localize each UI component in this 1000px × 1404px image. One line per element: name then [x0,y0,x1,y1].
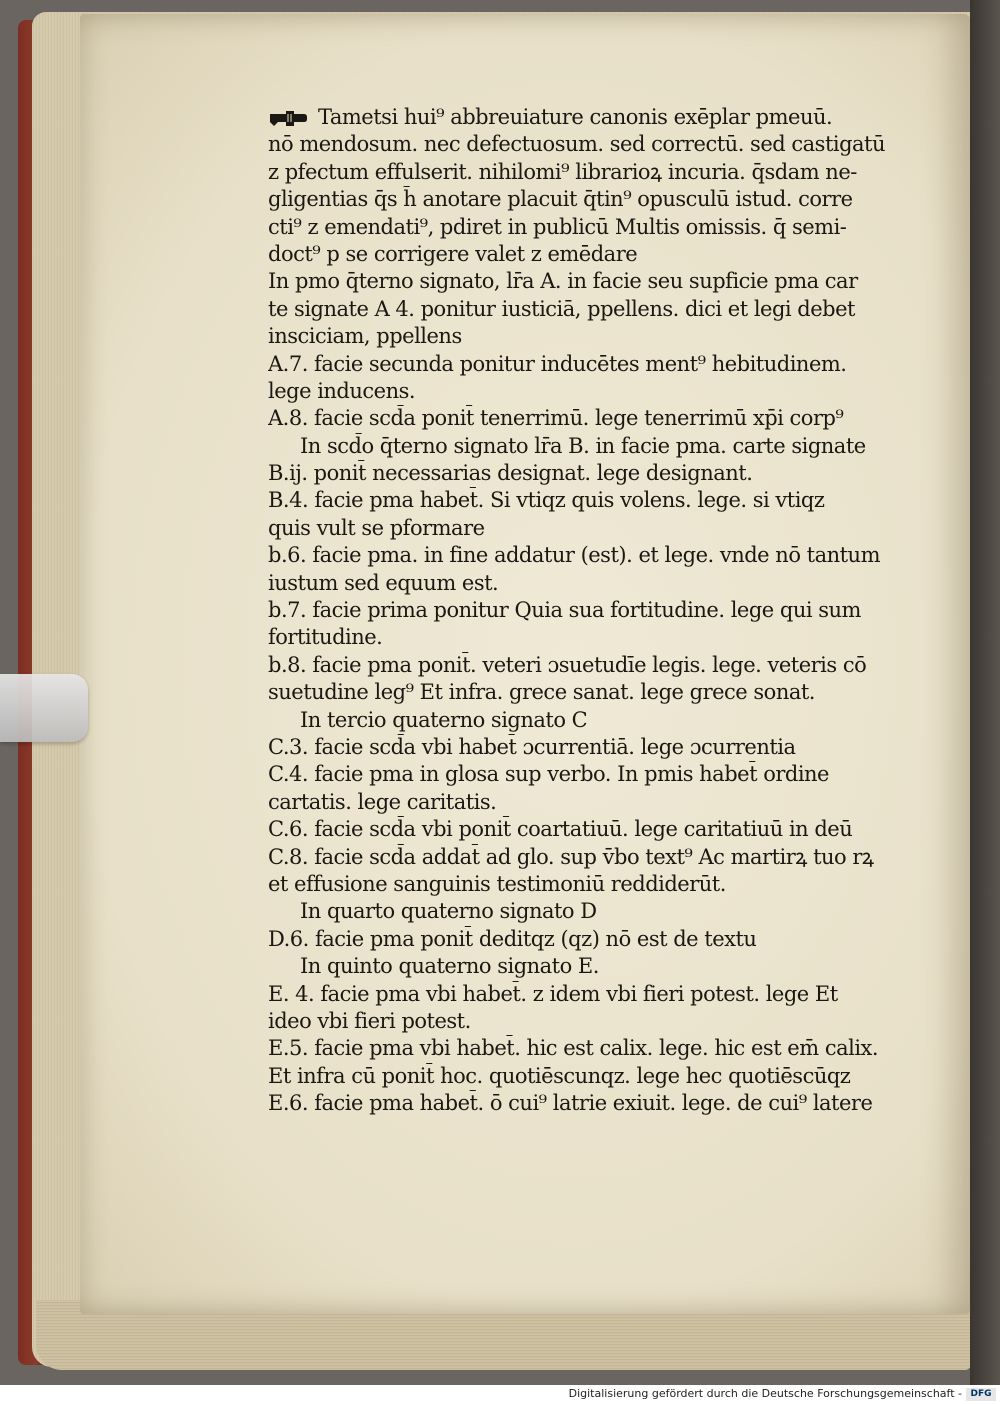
text-line: E. 4. facie pma vbi habet̄. z idem vbi fieri potest. lege Et [268,981,838,1006]
funding-credit: Digitalisierung gefördert durch die Deutsche Forschungsgemeinschaft - [568,1387,962,1400]
text-line: ideo vbi fieri potest. [268,1008,471,1033]
text-line: z pfectum effulserit. nihilomi⁹ librarioꝝ incuria. q̄sdam ne- [268,159,857,184]
document-text [268,104,908,1117]
text-line: D.6. facie pma ponit̄ deditqz (qz) nō est de textu [268,926,757,951]
text-line: In pmo q̄terno signato, lr̄a A. in facie seu supficie pma car [268,269,858,294]
text-line: A.7. facie secunda ponitur inducētes ment⁹ hebitudinem. [268,351,847,376]
text-line: te signate A 4. ponitur iusticiā, ppellens. dici et legi debet [268,296,855,321]
first-line-text: Tametsi hui⁹ abbreuiature canonis exēplar pmeuū. [318,105,833,129]
text-line: b.7. facie prima ponitur Quia sua fortitudine. lege qui sum [268,598,861,623]
dfg-logo: DFG [966,1388,996,1401]
text-line: doct⁹ p se corrigere valet z emēdare [268,241,638,266]
section-heading: In quinto quaterno signato E. [300,954,599,979]
text-line: B.ij. ponit̄ necessarias designat. lege designant. [268,461,753,486]
text-line: nō mendosum. nec defectuosum. sed correctū. sed castigatū [268,132,886,157]
text-line: C.8. facie scd̄a addat̄ ad glo. sup v̄bo text⁹ Ac martirꝝ tuo rꝝ [268,844,874,869]
text-line: suetudine leg⁹ Et infra. grece sanat. lege grece sonat. [268,680,815,705]
text-line: b.8. facie pma ponit̄. veteri ɔsuetudīe legis. lege. veteris cō [268,652,867,677]
text-line: fortitudine. [268,625,383,650]
manicule-icon [268,110,308,128]
text-line: et effusione sanguinis testimoniū reddiderūt. [268,871,726,896]
text-line: A.8. facie scd̄a ponit̄ tenerrimū. lege tenerrimū xp̄i corp⁹ [268,406,844,431]
text-line: gligentias q̄s h̄ anotare placuit q̄tin⁹ opusculū istud. corre [268,187,853,212]
text-line: quis vult se pformare [268,515,485,540]
text-line: E.6. facie pma habet̄. ō cui⁹ latrie exiuit. lege. de cui⁹ latere [268,1091,873,1116]
text-line: lege inducens. [268,378,416,403]
section-heading: In tercio quaterno signato C [300,707,588,732]
section-heading: In quarto quaterno signato D [300,899,597,924]
text-line: cartatis. lege caritatis. [268,789,497,814]
footer-bar [0,1385,1000,1404]
text-line: insciciam, ppellens [268,324,462,349]
text-line: C.6. facie scd̄a vbi ponit̄ coartatiuū. lege caritatiuū in deū [268,817,853,842]
scan-background-right [970,0,1000,1385]
text-line: B.4. facie pma habet̄. Si vtiqz quis volens. lege. si vtiqz [268,488,825,513]
text-line: cti⁹ z emendati⁹, pdiret in publicū Multis omissis. q̄ semi- [268,214,847,239]
text-line: b.6. facie pma. in fine addatur (est). et lege. vnde nō tantum [268,543,880,568]
text-line-first [268,104,908,131]
text-line: C.3. facie scd̄a vbi habet̄ ɔcurrentiā. lege ɔcurrentia [268,734,796,759]
section-heading: In scd̄o q̄terno signato lr̄a B. in facie pma. carte signate [300,433,866,458]
text-line: Et infra cū ponit̄ hoc. quotiēscunqz. lege hec quotiēscūqz [268,1063,851,1088]
text-line: E.5. facie pma vbi habet̄. hic est calix. lege. hic est em̄ calix. [268,1036,879,1061]
page-clip [0,674,88,742]
text-line: iustum sed equum est. [268,570,499,595]
text-line: C.4. facie pma in glosa sup verbo. In pmis habet̄ ordine [268,762,829,787]
